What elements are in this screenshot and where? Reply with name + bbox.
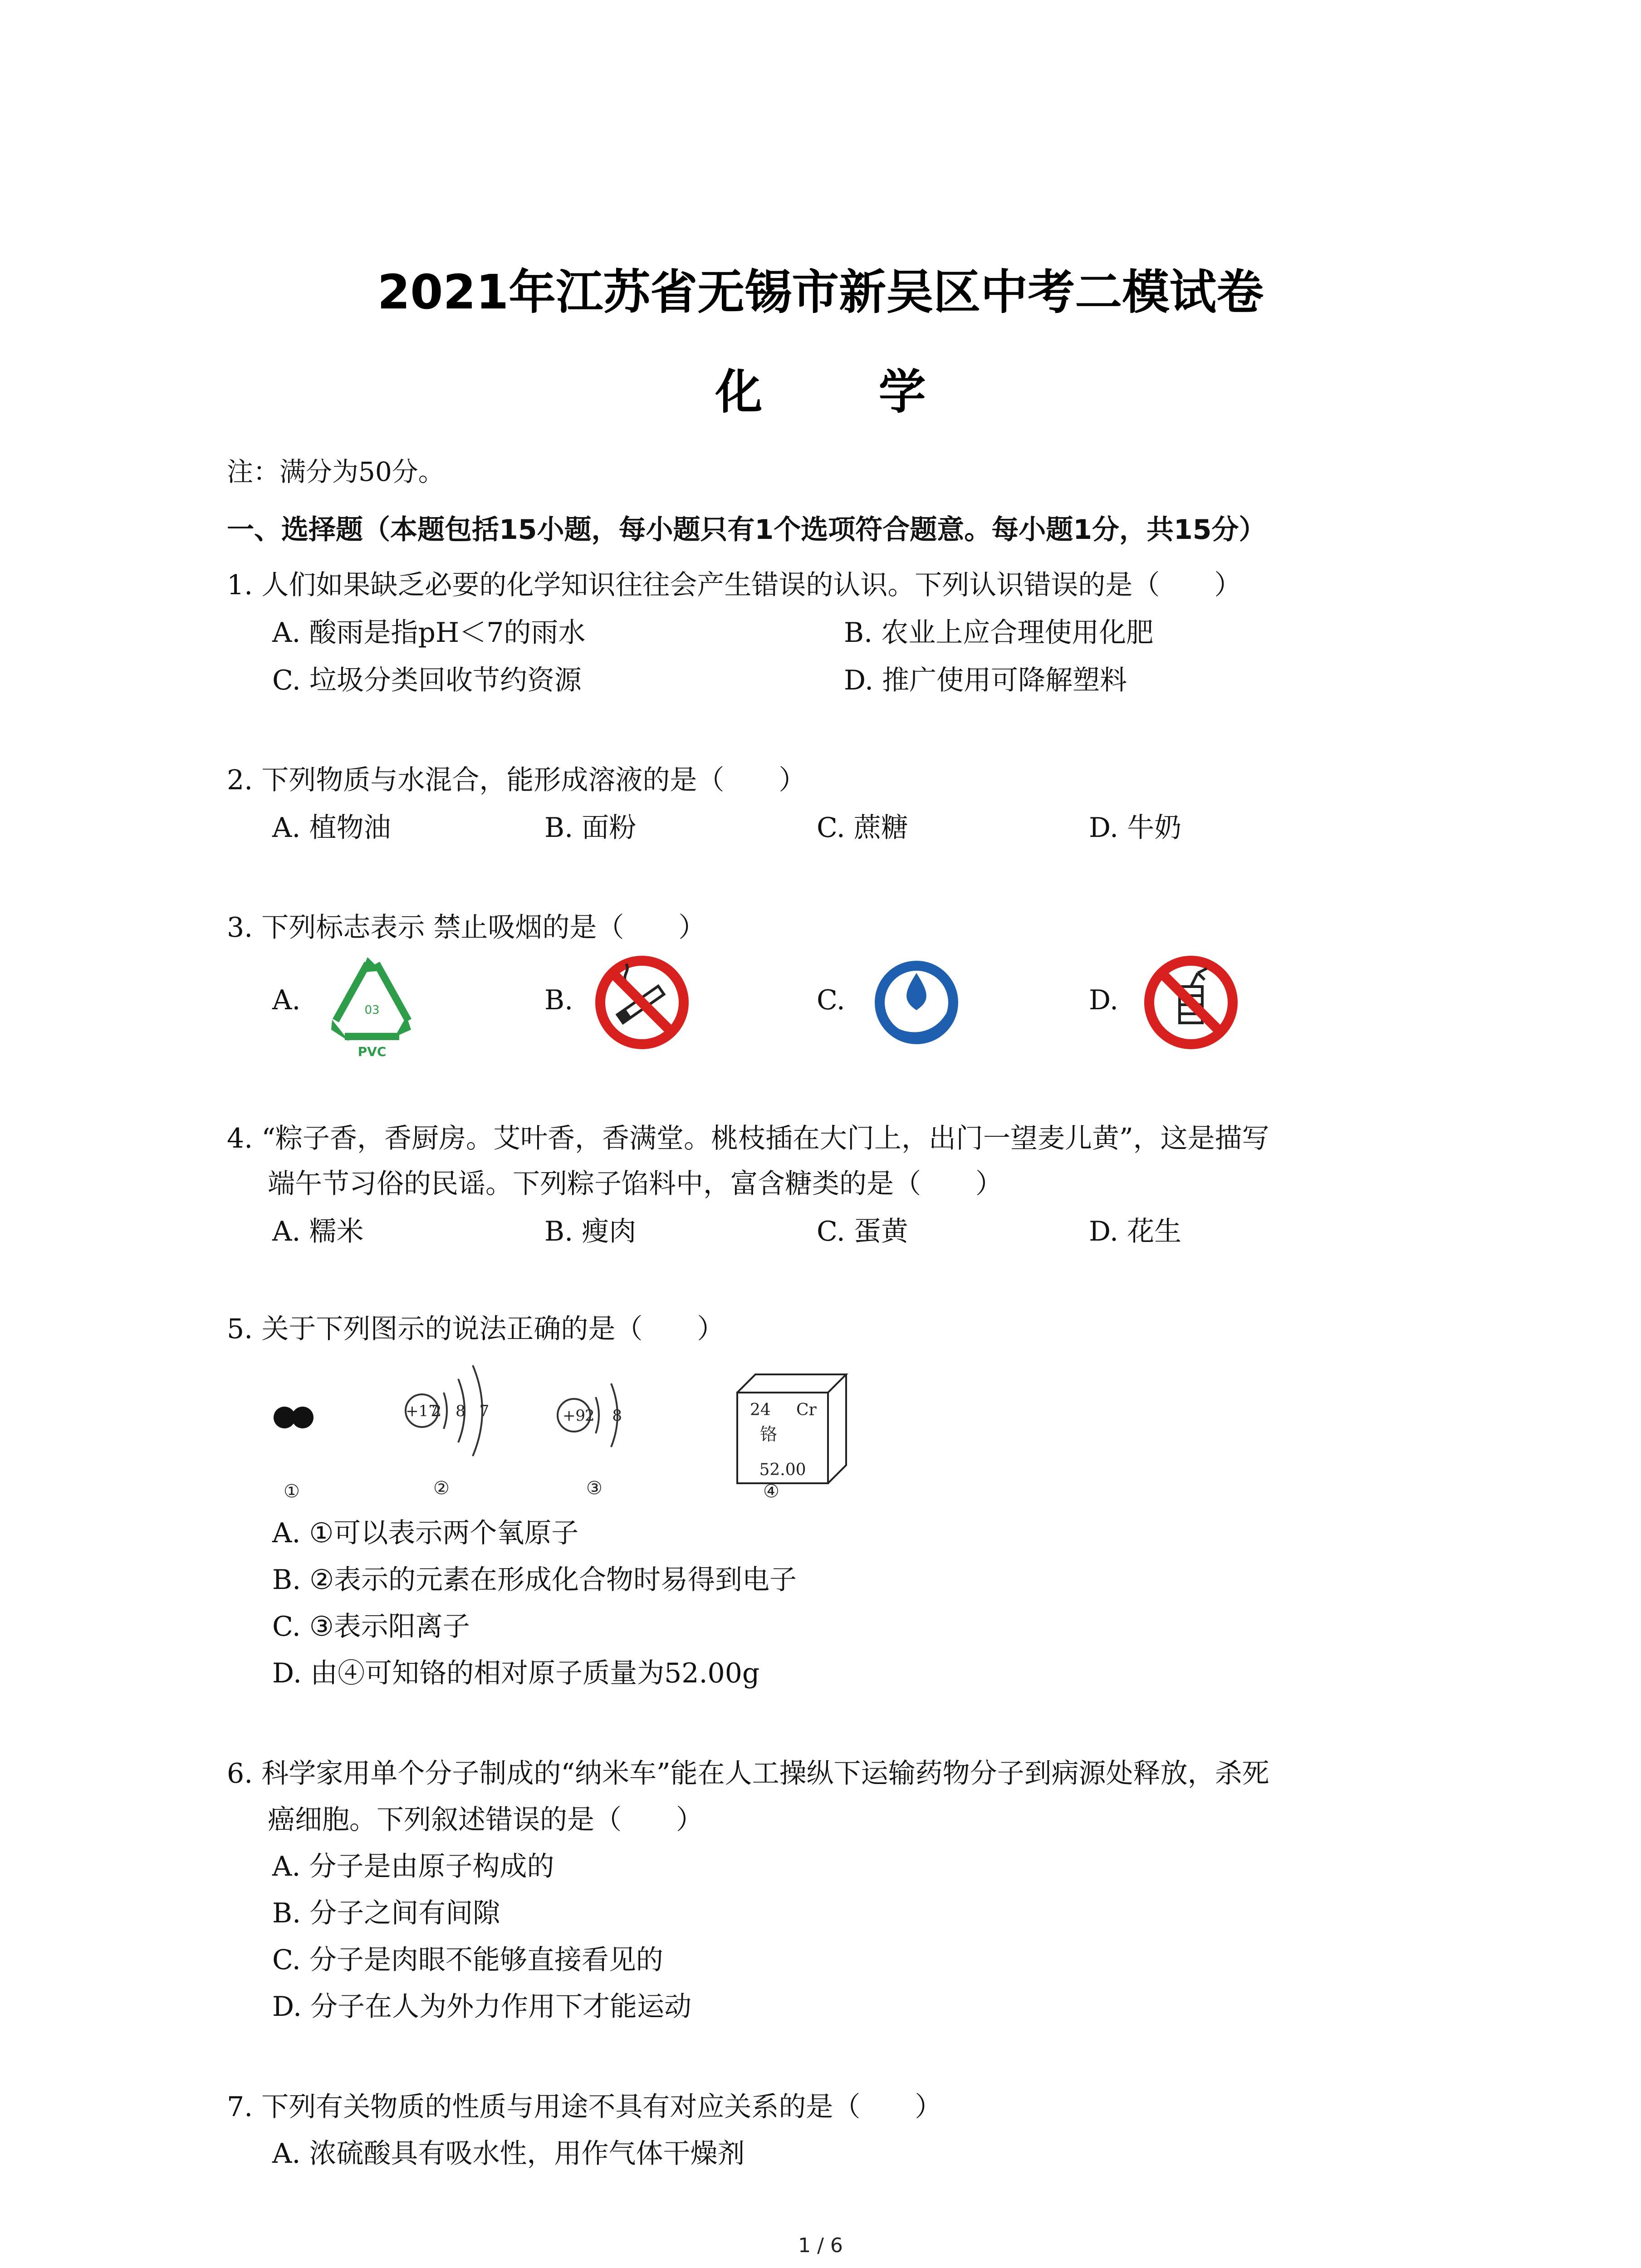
q2-option-b: B. 面粉 xyxy=(544,812,637,844)
recycle-text: PVC xyxy=(358,1044,387,1059)
q2-option-c: C. 蔗糖 xyxy=(817,812,908,844)
q3-option-b-label: B. xyxy=(544,984,573,1016)
q5-option-d: D. 由④可知铬的相对原子质量为52.00g xyxy=(272,1657,760,1689)
q6-option-d: D. 分子在人为外力作用下才能运动 xyxy=(272,1991,692,2023)
no-smoking-icon xyxy=(594,955,690,1050)
q4-option-a: A. 糯米 xyxy=(272,1216,364,1247)
fig2-nucleus: +17 xyxy=(406,1402,438,1420)
fig4-atomic-mass: 52.00 xyxy=(759,1461,806,1479)
fig2-shells: 2 8 7 xyxy=(431,1402,494,1420)
chlorine-atom-structure xyxy=(399,1352,508,1470)
q1-option-b: B. 农业上应合理使用化肥 xyxy=(844,617,1154,649)
q7-stem: 7. 下列有关物质的性质与用途不具有对应关系的是（ ） xyxy=(227,2091,942,2123)
q6-option-a: A. 分子是由原子构成的 xyxy=(272,1851,554,1882)
subject-title: 化 学 xyxy=(715,364,976,420)
q4-option-d: D. 花生 xyxy=(1089,1216,1182,1247)
q1-option-d: D. 推广使用可降解塑料 xyxy=(844,665,1127,696)
q3-option-d-label: D. xyxy=(1089,984,1119,1016)
chromium-element-cell xyxy=(728,1370,855,1492)
fig4-element-name: 铬 xyxy=(760,1424,778,1444)
q4-stem-line1: 4. “粽子香，香厨房。艾叶香，香满堂。桃枝插在大门上，出门一望麦儿黄”，这是描写 xyxy=(227,1123,1269,1154)
q3-option-a-label: A. xyxy=(272,984,301,1016)
fluorine-atom-structure xyxy=(551,1365,642,1465)
q3-stem: 3. 下列标志表示 禁止吸烟的是（ ） xyxy=(227,912,706,943)
page-number: 1 / 6 xyxy=(798,2234,843,2257)
q1-stem: 1. 人们如果缺乏必要的化学知识往往会产生错误的认识。下列认识错误的是（ ） xyxy=(227,569,1242,601)
no-fireworks-icon xyxy=(1143,955,1239,1050)
q1-option-a: A. 酸雨是指pH＜7的雨水 xyxy=(272,617,586,649)
figure-caption-1: ① xyxy=(284,1481,300,1502)
fig4-atomic-number: 24 xyxy=(750,1401,771,1419)
fig4-symbol: Cr xyxy=(796,1401,817,1419)
recycle-code: 03 xyxy=(364,1003,380,1017)
section-heading: 一、选择题（本题包括15小题，每小题只有1个选项符合题意。每小题1分，共15分） xyxy=(227,514,1266,546)
q2-stem: 2. 下列物质与水混合，能形成溶液的是（ ） xyxy=(227,764,806,796)
q6-option-b: B. 分子之间有间隙 xyxy=(272,1897,500,1929)
exam-title: 2021年江苏省无锡市新吴区中考二模试卷 xyxy=(377,264,1264,320)
fig3-shells: 2 8 xyxy=(584,1407,629,1425)
q2-option-a: A. 植物油 xyxy=(272,812,391,844)
q6-stem-line1: 6. 科学家用单个分子制成的“纳米车”能在人工操纵下运输药物分子到病源处释放，杀死 xyxy=(227,1758,1269,1789)
figure-caption-4: ④ xyxy=(763,1481,779,1502)
score-note: 注：满分为50分。 xyxy=(227,456,445,487)
figure-caption-2: ② xyxy=(433,1478,450,1499)
q4-option-c: C. 蛋黄 xyxy=(817,1216,908,1247)
q2-option-d: D. 牛奶 xyxy=(1089,812,1182,844)
water-saving-icon xyxy=(869,955,964,1050)
q4-stem-line2: 端午节习俗的民谣。下列粽子馅料中，富含糖类的是（ ） xyxy=(268,1168,1003,1200)
fig3-nucleus: +9 xyxy=(562,1407,586,1425)
q5-stem: 5. 关于下列图示的说法正确的是（ ） xyxy=(227,1313,725,1345)
q6-option-c: C. 分子是肉眼不能够直接看见的 xyxy=(272,1944,663,1976)
q5-option-c: C. ③表示阳离子 xyxy=(272,1611,470,1642)
q4-option-b: B. 瘦肉 xyxy=(544,1216,637,1247)
q7-option-a: A. 浓硫酸具有吸水性，用作气体干燥剂 xyxy=(272,2138,745,2170)
q6-stem-line2: 癌细胞。下列叙述错误的是（ ） xyxy=(268,1804,703,1836)
q1-option-c: C. 垃圾分类回收节约资源 xyxy=(272,665,582,696)
q5-option-a: A. ①可以表示两个氧原子 xyxy=(272,1517,579,1549)
two-atoms-figure xyxy=(270,1402,320,1433)
q5-option-b: B. ②表示的元素在形成化合物时易得到电子 xyxy=(272,1564,797,1596)
q3-option-c-label: C. xyxy=(817,984,845,1016)
figure-caption-3: ③ xyxy=(586,1478,603,1499)
recycle-pvc-icon xyxy=(318,953,426,1061)
